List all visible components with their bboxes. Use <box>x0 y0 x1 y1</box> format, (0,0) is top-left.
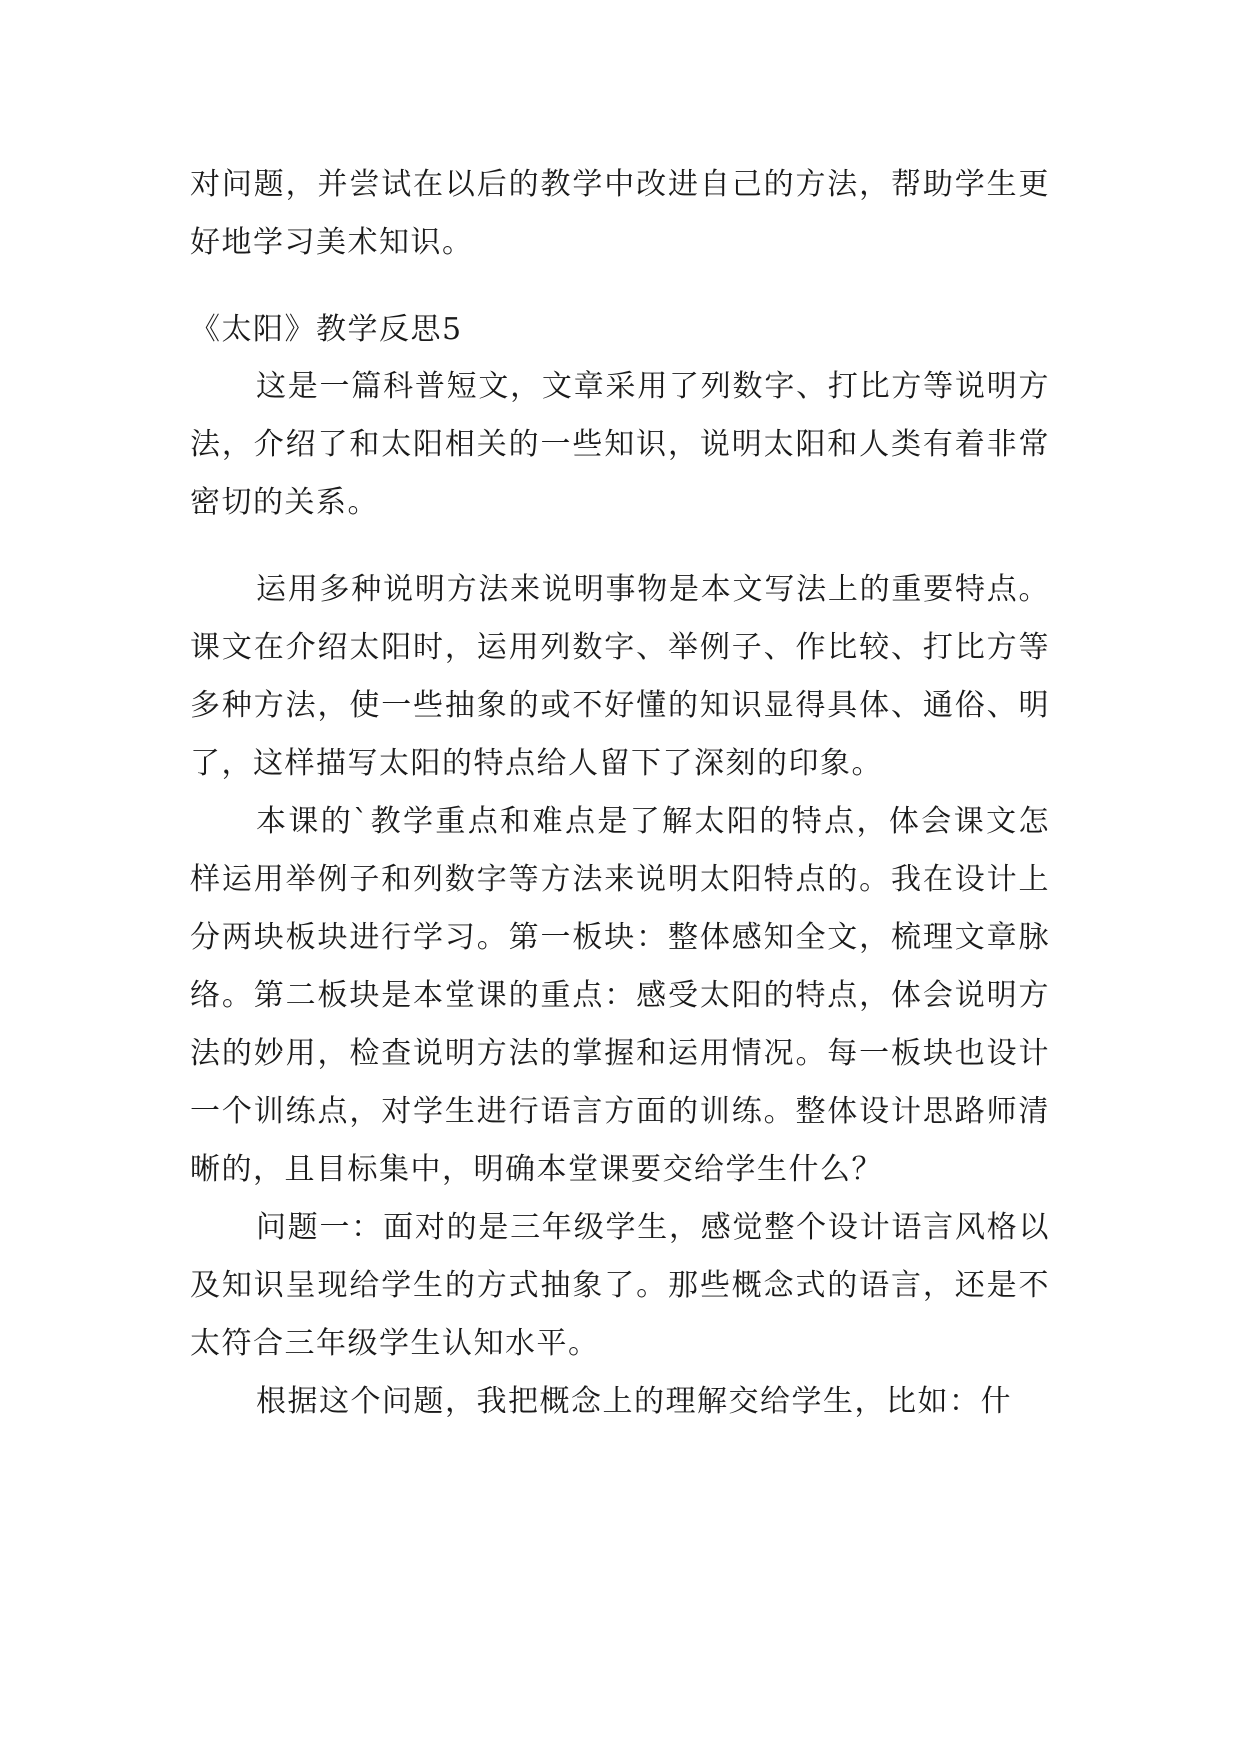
body-block <box>190 561 1050 1431</box>
paragraph-4: 问题一：面对的是三年级学生，感觉整个设计语言风格以及知识呈现给学生的方式抽象了。那些概念式的语言，还是不太符合三年级学生认知水平。 <box>190 1210 1050 1361</box>
paragraph-5: 根据这个问题，我把概念上的理解交给学生，比如：什 <box>256 1384 1012 1419</box>
section-title-block <box>190 301 1050 359</box>
continuation-block <box>190 156 1050 272</box>
paragraph-3: 本课的`教学重点和难点是了解太阳的特点，体会课文怎样运用举例子和列数字等方法来说明太阳特点的。我在设计上分两块板块进行学习。第一板块：整体感知全文，梳理文章脉络。第二板块是本堂课的重点：感受太阳的特点，体会说明方法的妙用，检查说明方法的掌握和运用情况。每一板块也设计一个训练点，对学生进行语言方面的训练。整体设计思路师清晰的，且目标集中，明确本堂课要交给学生什么？ <box>190 804 1050 1187</box>
intro-block <box>190 358 1050 532</box>
paragraph-1: 这是一篇科普短文，文章采用了列数字、打比方等说明方法，介绍了和太阳相关的一些知识，说明太阳和人类有着非常密切的关系。 <box>190 369 1050 520</box>
paragraph-2: 运用多种说明方法来说明事物是本文写法上的重要特点。课文在介绍太阳时，运用列数字、举例子、作比较、打比方等多种方法，使一些抽象的或不好懂的知识显得具体、通俗、明了，这样描写太阳的特点给人留下了深刻的印象。 <box>190 572 1050 781</box>
continuation-paragraph: 对问题，并尝试在以后的教学中改进自己的方法，帮助学生更好地学习美术知识。 <box>190 167 1050 260</box>
section-title: 《太阳》教学反思5 <box>190 312 463 347</box>
